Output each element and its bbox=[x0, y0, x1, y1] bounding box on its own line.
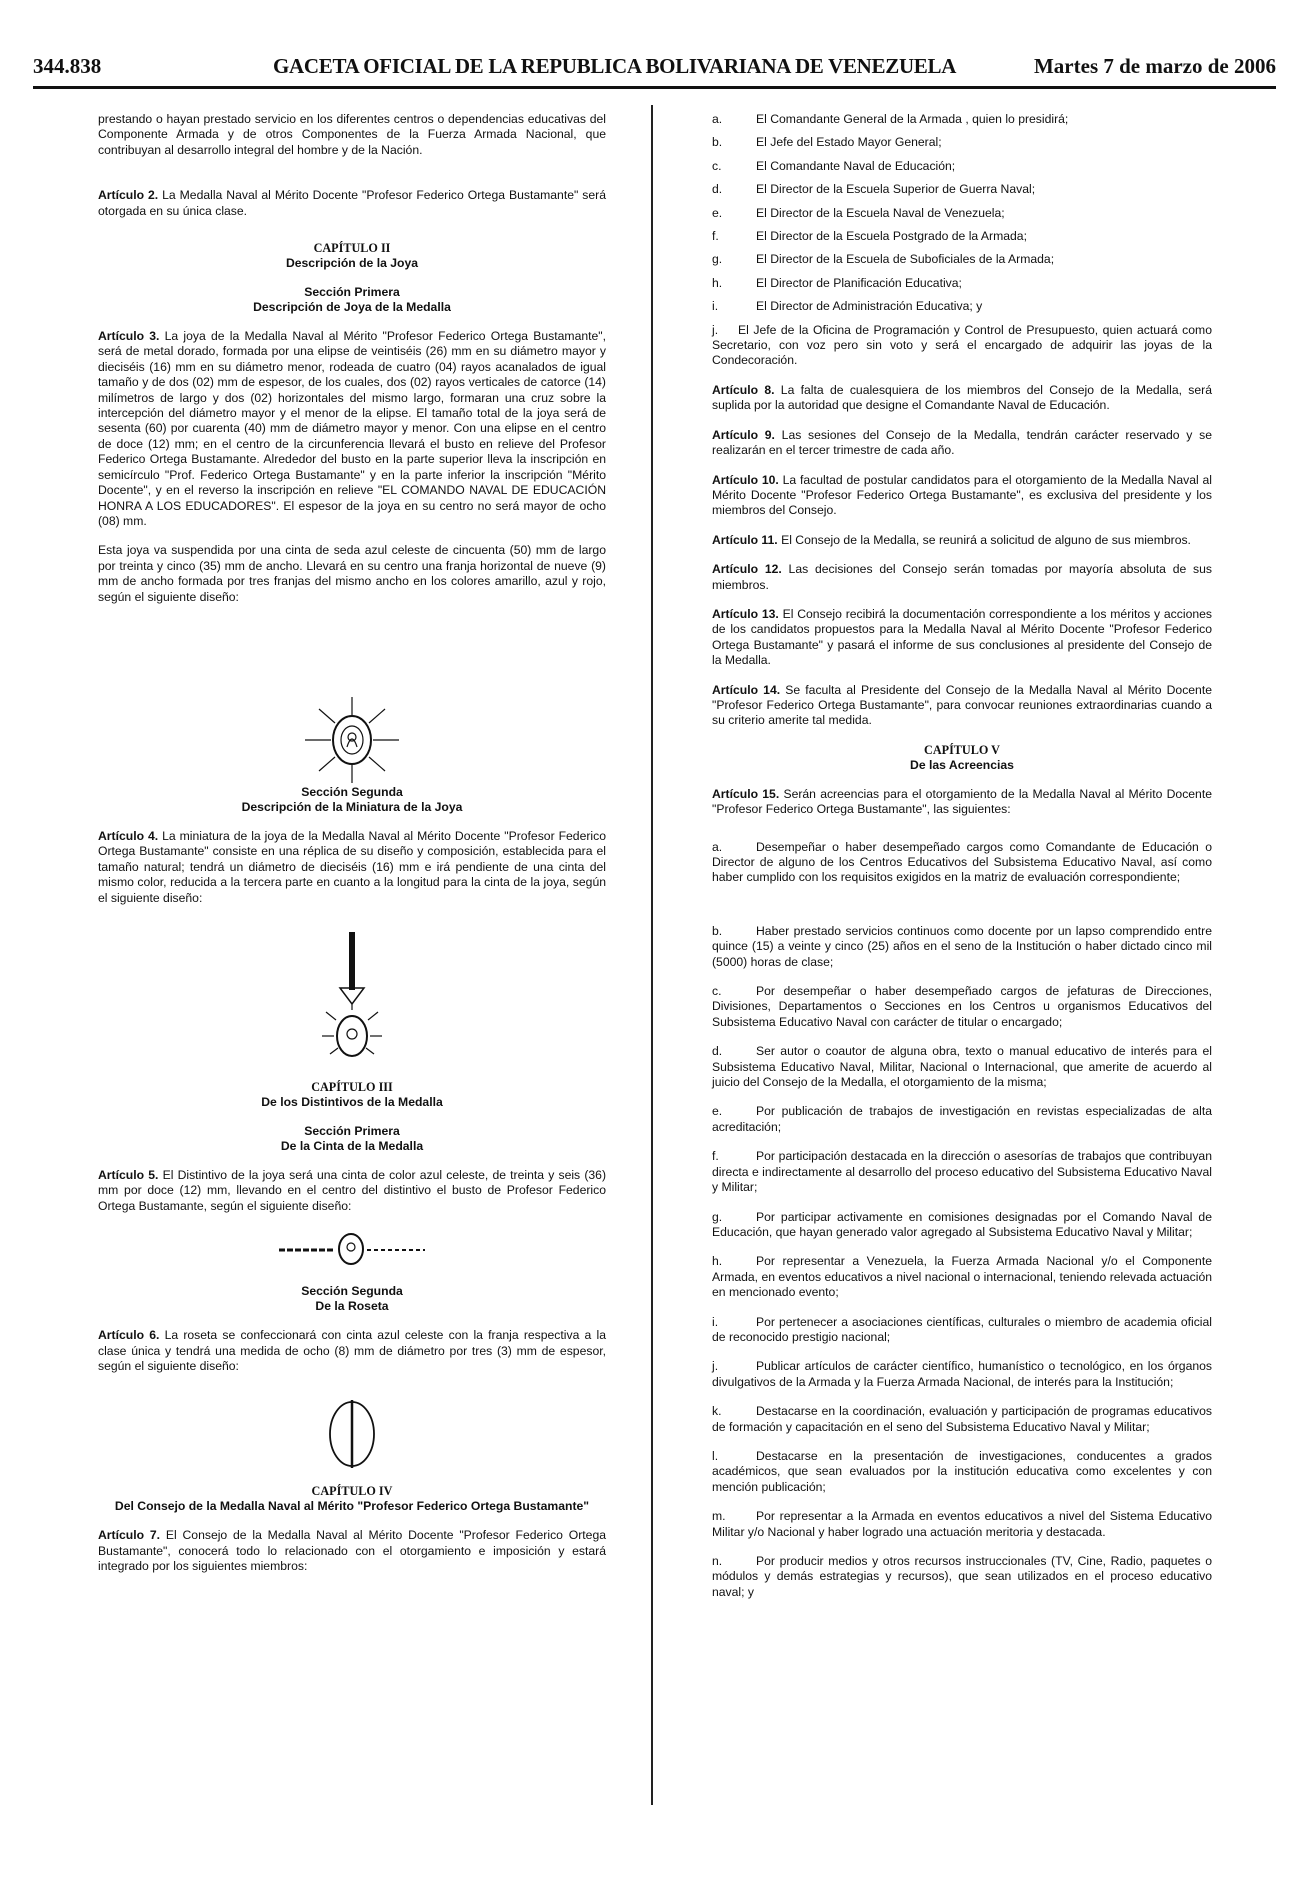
page-header bbox=[33, 52, 1276, 89]
miniature-figure bbox=[98, 932, 606, 1062]
list-item: c. Por desempeñar o haber desempeñado cargos de jefaturas de Direcciones, Divisiones, Departamentos o Secciones en los Centros u organismos Educativos del Subsistema Educativo Naval con carácter de titular o encargado; bbox=[712, 984, 1212, 1029]
article-14: Artículo 14. Se faculta al Presidente del Consejo de la Medalla Naval al Mérito Docente "Profesor Federico Ortega Bustamante", para convocar reuniones extraordinarias cuando a su criterio amerite tal medida. bbox=[712, 682, 1213, 728]
chapter-4-heading bbox=[98, 1484, 606, 1514]
section-3-heading bbox=[98, 1124, 606, 1154]
issue-date: Martes 7 de marzo de 2006 bbox=[1033, 54, 1276, 78]
chapter-title: CAPÍTULO II bbox=[313, 241, 391, 256]
chapter-title: CAPÍTULO V bbox=[924, 742, 1000, 757]
article-5 bbox=[98, 1168, 606, 1214]
section-subtitle: De la Roseta bbox=[315, 1299, 389, 1314]
article-label: Artículo 2. bbox=[98, 188, 159, 203]
article-12: Artículo 12. Las decisiones del Consejo serán tomadas por mayoría absoluta de sus miembros. bbox=[712, 562, 1212, 592]
page-number: 344.838 bbox=[33, 54, 102, 78]
chapter-5-heading bbox=[712, 743, 1212, 773]
list-item: n. Por producir medios y otros recursos instruccionales (TV, Cine, Radio, paquetes o módulos y demás estrategias y recursos), que sean utilizados en el proceso educativo naval; y bbox=[712, 1554, 1212, 1599]
article-label: Artículo 5. bbox=[98, 1167, 159, 1182]
chapter-title: CAPÍTULO III bbox=[311, 1079, 393, 1094]
chapter-subtitle: De las Acreencias bbox=[910, 757, 1014, 772]
acreencias-list bbox=[712, 840, 1212, 1601]
chapter-subtitle: Descripción de la Joya bbox=[285, 256, 419, 271]
article-3 bbox=[98, 329, 606, 529]
chapter-3-heading bbox=[98, 1080, 606, 1110]
article-text: La miniatura de la joya de la Medalla Naval al Mérito Docente "Profesor Federico Ortega Bustamante" consiste en una réplica de su diseño y composición, establecida para el tamaño natural; tendrá un diámetro de dieciséis (16) mm e irá pendiente de una cinta del mismo color, reducida a la tercera parte en cuanto a la longitud para la cinta de la joya, según el siguiente diseño: bbox=[98, 828, 607, 905]
section-subtitle: Descripción de la Miniatura de la Joya bbox=[241, 799, 463, 814]
chapter-title: CAPÍTULO IV bbox=[311, 1484, 393, 1499]
chapter-2-heading bbox=[98, 241, 606, 271]
list-item: d. Ser autor o coautor de alguna obra, texto o manual educativo de interés para el Subsistema Educativo Naval, Militar, Nacional o Internacional, que amerite de acuerdo al juicio del Consejo de la Medalla, el otorgamiento de la misma; bbox=[712, 1044, 1212, 1090]
article-6 bbox=[98, 1328, 606, 1374]
list-item: m. Por representar a la Armada en eventos educativos a nivel del Sistema Educativo Militar y/o Nacional y haber logrado una actuación meritoria y destacada. bbox=[712, 1509, 1212, 1539]
article-9: Artículo 9. Las sesiones del Consejo de la Medalla, tendrán carácter reservado y se realizarán en el tercer trimestre de cada año. bbox=[712, 427, 1212, 458]
medal-jewel-figure bbox=[98, 695, 606, 785]
list-item: j. Publicar artículos de carácter científico, humanístico o tecnológico, en los órganos divulgativos de la Armada y la Fuerza Armada Nacional, de interés para la Institución; bbox=[712, 1359, 1212, 1389]
list-item: l. Destacarse en la presentación de investigaciones, conducentes a grados académicos, que sean evaluados por la institución educativa como excelentes y con mención publicación; bbox=[712, 1448, 1212, 1494]
list-item: e. Por publicación de trabajos de investigación en revistas especializadas de alta acreditación; bbox=[712, 1104, 1212, 1134]
article-11: Artículo 11. El Consejo de la Medalla, se reunirá a solicitud de alguno de sus miembros. bbox=[712, 532, 1191, 547]
list-item: i. El Director de Administración Educativa; y bbox=[712, 299, 983, 314]
article-text: La roseta se confeccionará con cinta azul celeste con la franja respectiva a la clase única y tendrá una medida de ocho (8) mm de diámetro por tres (3) mm de espesor, según el siguiente diseño: bbox=[98, 1328, 607, 1373]
article-4 bbox=[98, 829, 606, 906]
article-text: El Consejo de la Medalla Naval al Mérito Docente "Profesor Federico Ortega Bustamante", conocerá todo lo relacionado con el otorgamiento e imposición y estará integrado por los siguientes miembros: bbox=[98, 1528, 607, 1574]
list-item: d. El Director de la Escuela Superior de Guerra Naval; bbox=[712, 182, 1036, 197]
council-members-list bbox=[712, 112, 1212, 369]
list-item: f. El Director de la Escuela Postgrado de la Armada; bbox=[712, 229, 1027, 244]
list-item: a. Desempeñar o haber desempeñado cargos como Comandante de Educación o Director de alguno de los Centros Educativos del Subsistema Educativo Naval, así como haber cumplido con los requisitos exigidos en la matriz de evaluación correspondiente; bbox=[712, 839, 1212, 885]
article-15: Artículo 15. Serán acreencias para el otorgamiento de la Medalla Naval al Mérito Docente "Profesor Federico Ortega Bustamante", las siguientes: bbox=[712, 786, 1213, 817]
article-2 bbox=[98, 188, 606, 219]
list-item: h. Por representar a Venezuela, la Fuerza Armada Nacional y/o el Componente Armada, en eventos educativos a nivel nacional o internacional, teniendo relevada actuación en mencionado evento; bbox=[712, 1254, 1213, 1300]
list-item: a. El Comandante General de la Armada , quien lo presidirá; bbox=[712, 112, 1069, 126]
ribbon-paragraph: Esta joya va suspendida por una cinta de seda azul celeste de cincuenta (50) mm de largo por treinta y cinco (35) mm de ancho. Llevará en su centro una franja horizontal de nueve (9) mm de ancho formada por tres franjas del mismo ancho en los colores amarillo, azul y rojo, según el siguiente diseño: bbox=[98, 543, 606, 604]
list-item: b. Haber prestado servicios continuos como docente por un lapso comprendido entre quince (15) a veinte y cinco (25) años en el seno de la Institución o haber dictado cinco mil (5000) horas de clase; bbox=[712, 923, 1212, 969]
column-divider bbox=[651, 105, 653, 1805]
section-title: Sección Segunda bbox=[301, 784, 403, 799]
gazette-title: GACETA OFICIAL DE LA REPUBLICA BOLIVARIANA DE VENEZUELA bbox=[273, 54, 957, 78]
section-title: Sección Primera bbox=[304, 1123, 400, 1138]
medal-jewel-image bbox=[297, 695, 407, 785]
section-title: Sección Primera bbox=[304, 285, 400, 300]
miniature-image bbox=[312, 932, 392, 1062]
section-subtitle: De la Cinta de la Medalla bbox=[280, 1138, 424, 1153]
article-label: Artículo 7. bbox=[98, 1528, 161, 1543]
article-text: El Distintivo de la joya será una cinta de color azul celeste, de treinta y seis (36) mm por doce (12) mm, llevando en el centro del distintivo el busto de Profesor Federico Ortega Bustamante, según el siguiente diseño: bbox=[98, 1167, 607, 1213]
list-item: j. El Jefe de la Oficina de Programación y Control de Presupuesto, quien actuará como Secretario, con voz pero sin voto y será el encargado de adquirir las joyas de la Condecoración. bbox=[712, 322, 1212, 368]
article-10: Artículo 10. La facultad de postular candidatos para el otorgamiento de la Medalla Naval al Mérito Docente "Profesor Federico Ortega Bustamante", es exclusiva del presidente y los miembros del Consejo. bbox=[712, 472, 1212, 518]
list-item: c. El Comandante Naval de Educación; bbox=[712, 158, 956, 173]
right-column bbox=[712, 112, 1212, 1614]
section-subtitle: Descripción de Joya de la Medalla bbox=[253, 300, 451, 315]
list-item: e. El Director de la Escuela Naval de Venezuela; bbox=[712, 205, 1005, 220]
list-item: k. Destacarse en la coordinación, evaluación y participación de programas educativos de formación y capacitación en el seno del Subsistema Educativo Naval y Militar; bbox=[712, 1404, 1212, 1434]
section-4-heading bbox=[98, 1284, 606, 1314]
intro-paragraph: prestando o hayan prestado servicio en los diferentes centros o dependencias educativas del Componente Armada y de otros Componentes de la Fuerza Armada Nacional, que contribuyan al desarrollo integral del hombre y de la Nación. bbox=[98, 112, 606, 157]
article-8: Artículo 8. La falta de cualesquiera de los miembros del Consejo de la Medalla, será suplida por la autoridad que designe el Comandante Naval de Educación. bbox=[712, 382, 1212, 413]
article-label: Artículo 4. bbox=[98, 828, 159, 843]
article-label: Artículo 6. bbox=[98, 1328, 160, 1343]
rosette-figure bbox=[98, 1394, 606, 1474]
rosette-image bbox=[322, 1394, 382, 1474]
section-1-heading bbox=[98, 285, 606, 315]
ribbon-badge-image bbox=[277, 1232, 427, 1266]
list-item: g. El Director de la Escuela de Suboficiales de la Armada; bbox=[712, 252, 1055, 267]
list-item: g. Por participar activamente en comisiones designadas por el Comando Naval de Educación, que hayan generado valor agregado al Subsistema Educativo Naval y Militar; bbox=[712, 1209, 1212, 1239]
article-text: La Medalla Naval al Mérito Docente "Profesor Federico Ortega Bustamante" será otorgada en su única clase. bbox=[98, 188, 606, 218]
ribbon-badge-figure bbox=[98, 1232, 606, 1266]
article-7 bbox=[98, 1528, 606, 1574]
article-label: Artículo 3. bbox=[98, 329, 160, 344]
list-item: b. El Jefe del Estado Mayor General; bbox=[712, 135, 942, 150]
section-title: Sección Segunda bbox=[301, 1284, 403, 1299]
chapter-subtitle: Del Consejo de la Medalla Naval al Mérito "Profesor Federico Ortega Bustamante" bbox=[114, 1499, 590, 1514]
chapter-subtitle: De los Distintivos de la Medalla bbox=[261, 1094, 443, 1109]
left-column bbox=[98, 112, 606, 1589]
article-13: Artículo 13. El Consejo recibirá la documentación correspondiente a los méritos y acciones de los candidatos propuestos para la Medalla Naval al Mérito Docente "Profesor Federico Ortega Bustamante" y pasará el informe de sus conclusiones al presidente del Consejo de la Medalla. bbox=[712, 606, 1213, 668]
section-2-heading bbox=[98, 785, 606, 815]
list-item: h. El Director de Planificación Educativa; bbox=[712, 275, 962, 290]
list-item: f. Por participación destacada en la dirección o asesorías de trabajos que contribuyan directa e indirectamente al desarrollo del proceso educativo del Subsistema Educativo Naval y Militar; bbox=[712, 1149, 1212, 1195]
article-text: La joya de la Medalla Naval al Mérito "Profesor Federico Ortega Bustamante", será de metal dorado, formada por una elipse de veintiséis (26) mm en su diámetro mayor y dieciséis (16) mm en su diámetro menor, rodeada de cuatro (04) rayos acanalados de igual tamaño y de dos (02) mm de espesor, de los cuales, dos (02) rayos verticales de catorce (14) milímetros de largo y dos (02) horizontales del mismo largo, formaran una cruz sobre la intercepción del diámetro mayor y el menor de la elipse. El tamaño total de la joya será de sesenta (60) por cuarenta (40) mm de diámetro mayor y menor. Con una elipse en el centro de doce (12) mm; en el centro de la circunferencia llevará el busto en relieve del Profesor Federico Ortega Bustamante. Alrededor del busto en la parte superior lleva la inscripción en semicírculo "Prof. Federico Ortega Bustamante" y en la parte inferior la inscripción "Mérito Docente", y en el reverso la inscripción en relieve "EL COMANDO NAVAL DE EDUCACIÓN HONRA A LOS EDUCADORES". El espesor de la joya en su centro no será mayor de ocho (08) mm. bbox=[98, 329, 607, 528]
list-item: i. Por pertenecer a asociaciones científicas, culturales o miembro de academia oficial de reconocido prestigio nacional; bbox=[712, 1314, 1212, 1344]
